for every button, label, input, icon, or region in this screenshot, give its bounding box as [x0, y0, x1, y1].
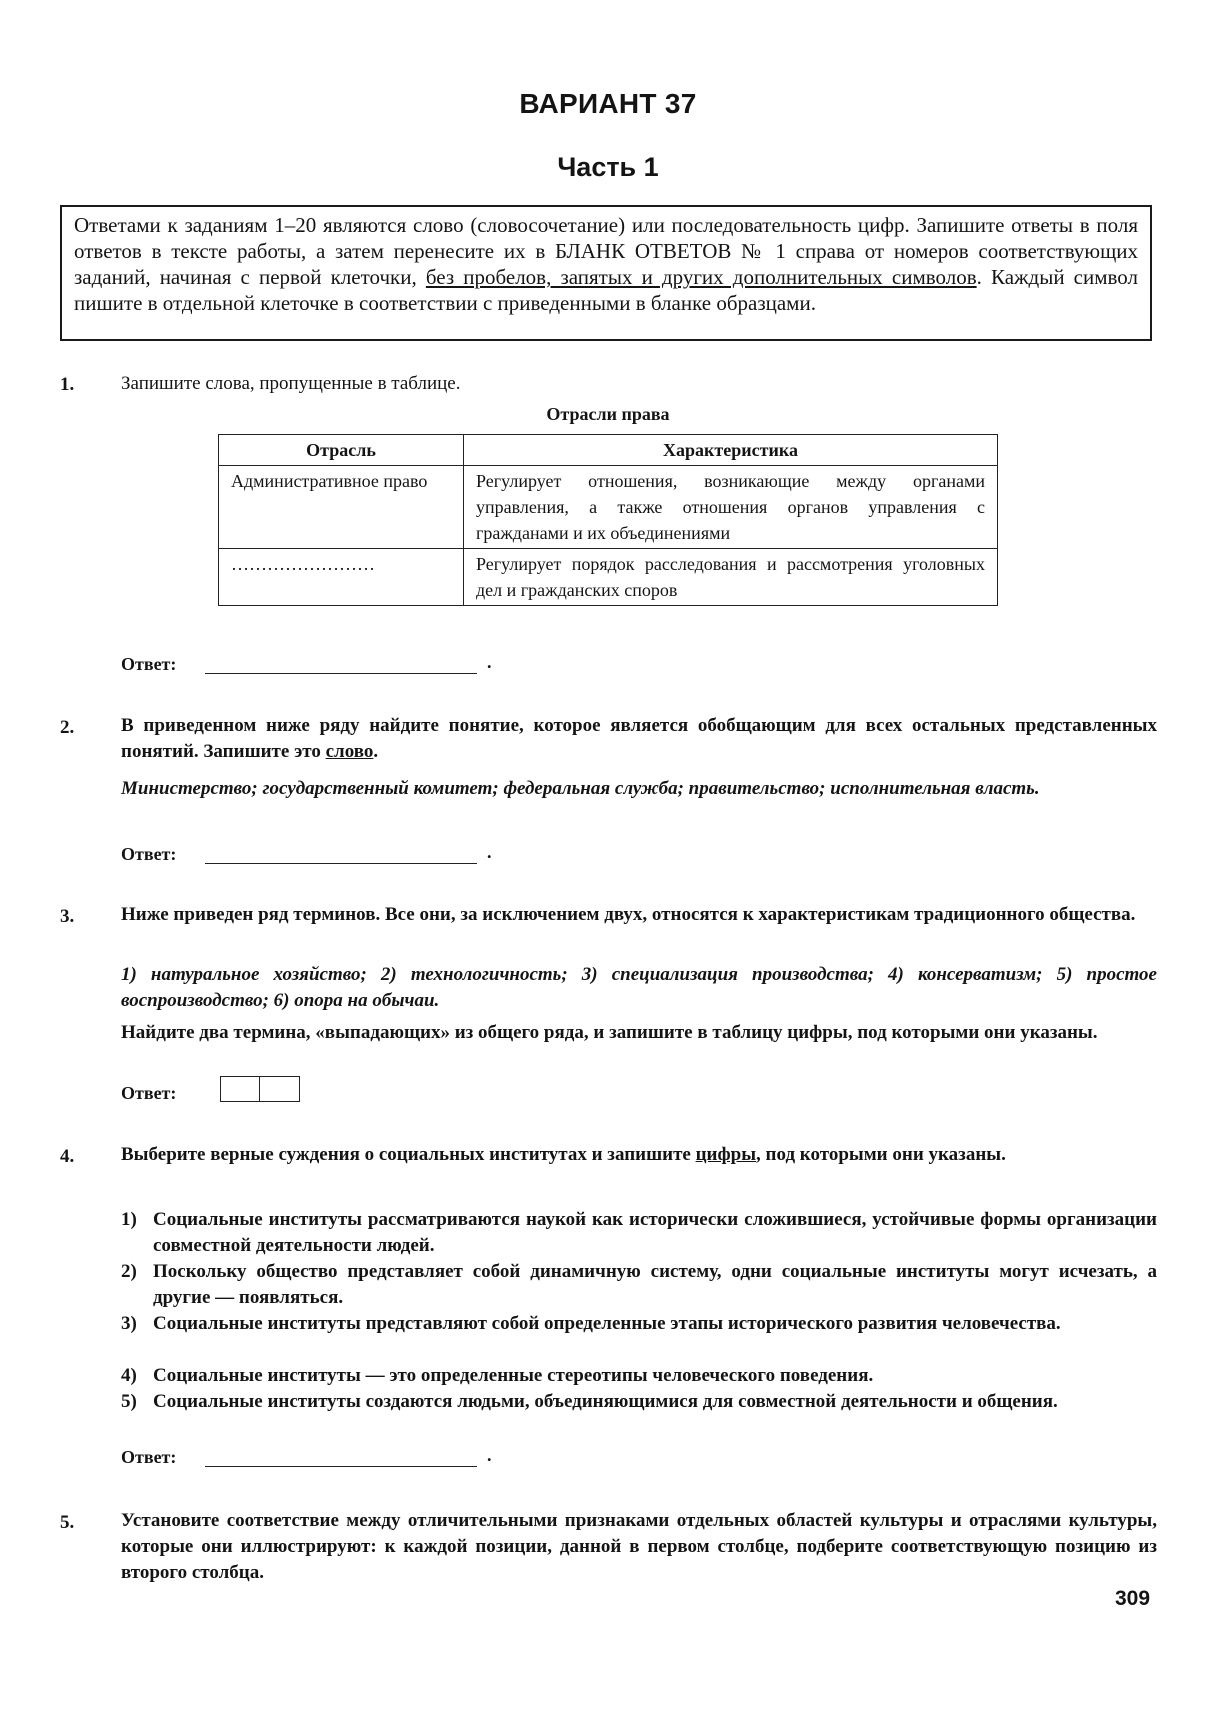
task-4-answer-field[interactable] — [205, 1465, 477, 1467]
task-3-number: 3. — [60, 906, 75, 927]
option-item — [121, 1363, 1157, 1389]
answer-period: . — [487, 652, 492, 672]
table-header-row — [219, 435, 998, 466]
part-title: Часть 1 — [557, 152, 659, 182]
page-number: 309 — [1115, 1587, 1151, 1610]
option-text: Социальные институты создаются людьми, объединяющимися для совместной деятельности и общения. — [153, 1391, 1058, 1412]
task-4-number: 4. — [60, 1146, 75, 1167]
task-5-number: 5. — [60, 1512, 75, 1533]
task-4-text-end: , под которыми они указаны. — [756, 1144, 1006, 1165]
table-cell-branch-blank: …………………… — [219, 549, 464, 606]
option-text: Социальные институты — это определенные стереотипы человеческого поведения. — [153, 1365, 874, 1386]
table-header: Отрасль — [219, 435, 464, 466]
task-3-list: 1) натуральное хозяйство; 2) технологичность; 3) специализация производства; 4) консерватизм; 5) простое воспроизводство; 6) опора на обычаи. — [121, 964, 1157, 1011]
answer-period: . — [487, 842, 492, 862]
task-1-number: 1. — [60, 374, 75, 395]
option-item — [121, 1259, 1157, 1311]
table-caption: Отрасли права — [546, 404, 670, 424]
task-2-text-underlined: слово — [325, 741, 374, 762]
option-number: 5) — [121, 1391, 137, 1412]
option-number: 4) — [121, 1365, 137, 1386]
answer-period: . — [487, 1445, 492, 1465]
task-2-number: 2. — [60, 717, 75, 738]
task-2-text-start: В приведенном ниже ряду найдите понятие, которое является обобщающим для всех остальных представленных понятий. Запишите это — [121, 715, 1157, 762]
table-row — [219, 549, 998, 606]
task-4-text-underlined: цифры — [695, 1144, 757, 1165]
task-3-answer-boxes — [220, 1076, 300, 1102]
task-2-answer-field[interactable] — [205, 862, 477, 864]
answer-digit-box[interactable] — [260, 1076, 300, 1102]
task-2-list: Министерство; государственный комитет; федеральная служба; правительство; исполнительная власть. — [121, 778, 1040, 799]
table-cell-description: Регулирует отношения, возникающие между органами управления, а также отношения органов управления с гражданами и их объединениями — [464, 466, 998, 549]
instructions-underlined: без пробелов, запятых и других дополнительных символов — [425, 265, 977, 289]
task-2-text — [121, 713, 1157, 765]
answer-digit-box[interactable] — [220, 1076, 260, 1102]
option-number: 2) — [121, 1261, 137, 1282]
table-header: Характеристика — [464, 435, 998, 466]
table-cell-branch: Административное право — [219, 466, 464, 549]
option-item — [121, 1389, 1157, 1415]
task-4-text — [121, 1142, 1157, 1168]
answer-label: Ответ: — [121, 654, 177, 674]
option-text: Поскольку общество представляет собой динамичную систему, одни социальные институты могут исчезать, а другие — появляться. — [153, 1261, 1157, 1308]
table-cell-description: Регулирует порядок расследования и рассмотрения уголовных дел и гражданских споров — [464, 549, 998, 606]
task-1-answer-field[interactable] — [205, 672, 477, 674]
task-3-text: Ниже приведен ряд терминов. Все они, за исключением двух, относятся к характеристикам традиционного общества. — [121, 904, 1136, 925]
option-number: 1) — [121, 1209, 137, 1230]
task-4-text-start: Выберите верные суждения о социальных институтах и запишите — [121, 1144, 696, 1165]
option-item — [121, 1207, 1157, 1259]
variant-title: ВАРИАНТ 37 — [519, 88, 697, 119]
task-3-instruction: Найдите два термина, «выпадающих» из общего ряда, и запишите в таблицу цифры, под которыми они указаны. — [121, 1022, 1098, 1043]
task-1-text: Запишите слова, пропущенные в таблице. — [121, 373, 461, 394]
task-2-text-end: . — [373, 741, 379, 762]
law-branches-table — [218, 434, 998, 606]
option-number: 3) — [121, 1313, 137, 1334]
table-row — [219, 466, 998, 549]
instructions-box — [60, 205, 1152, 341]
task-5-text: Установите соответствие между отличительными признаками отдельных областей культуры и отраслями культуры, которые они иллюстрируют: к каждой позиции, данной в первом столбце, подберите соответствующую позицию из второго столбца. — [121, 1510, 1157, 1583]
answer-label: Ответ: — [121, 1447, 177, 1467]
option-text: Социальные институты рассматриваются наукой как исторически сложившиеся, устойчивые формы организации совместной деятельности людей. — [153, 1209, 1157, 1256]
instructions-text-end: . Каждый символ пишите в отдельной клеточке в соответствии с приведенными в бланке образцами. — [74, 265, 1138, 315]
instructions-text: Ответами к заданиям 1–20 являются слово (словосочетание) или последовательность цифр. Запишите ответы в поля ответов в тексте работы, а затем перенесите их в БЛАНК ОТВЕТОВ № 1 справа от номеров соответствующих заданий, начиная с первой клеточки, — [74, 213, 1138, 289]
option-item — [121, 1311, 1157, 1337]
option-text: Социальные институты представляют собой определенные этапы исторического развития человечества. — [153, 1313, 1061, 1334]
answer-label: Ответ: — [121, 844, 177, 864]
answer-label: Ответ: — [121, 1083, 177, 1103]
